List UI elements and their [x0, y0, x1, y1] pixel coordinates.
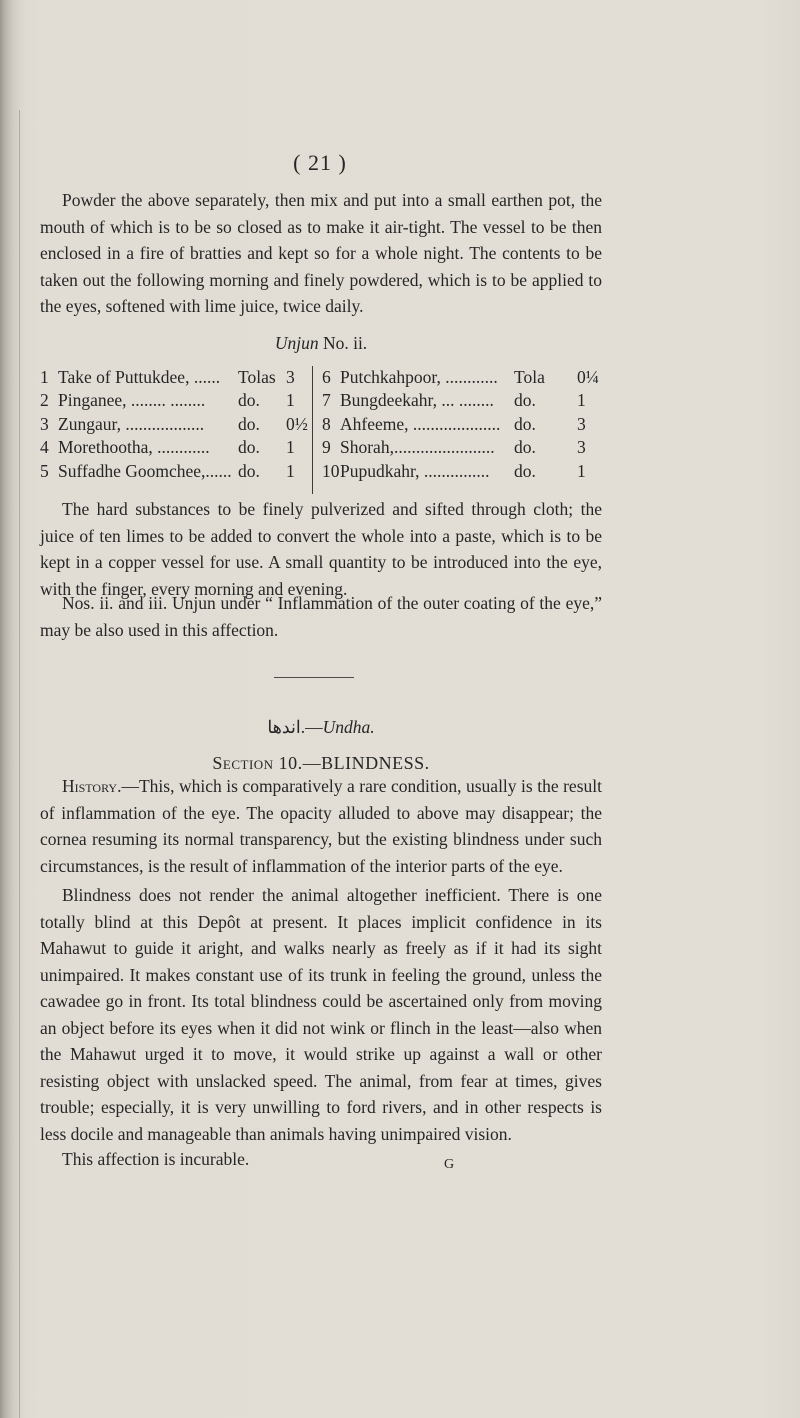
section-divider-rule [274, 677, 354, 678]
ingredient-unit: do. [238, 413, 260, 434]
ingredient-name: Shorah,....................... [340, 437, 495, 458]
page-binding-shadow [0, 0, 26, 1418]
ingredient-name: Suffadhe Goomchee,...... [58, 460, 232, 481]
ingredient-quantity: 1 [577, 390, 586, 411]
item-number: 5 [40, 460, 49, 481]
ingredient-unit: do. [514, 390, 536, 411]
ingredient-quantity: 3 [577, 413, 586, 434]
ingredient-name: Bungdeekahr, ... ........ [340, 390, 494, 411]
native-term-separator: .— [300, 717, 323, 737]
ingredient-name: Zungaur, .................. [58, 413, 205, 434]
recipe-row [40, 389, 316, 412]
native-term-script: اندها [267, 717, 301, 737]
item-number: 8 [322, 413, 331, 434]
ingredient-name: Ahfeeme, .................... [340, 413, 501, 434]
ingredient-unit: Tolas [238, 367, 276, 387]
ingredient-quantity: 1 [286, 390, 295, 411]
recipe-row [322, 366, 602, 389]
ingredient-unit: do. [514, 460, 536, 481]
ingredient-quantity: 0½ [286, 413, 308, 434]
signature-mark: G [444, 1157, 455, 1172]
recipe-row [40, 460, 316, 483]
ingredient-quantity: 1 [577, 460, 586, 481]
item-number: 4 [40, 437, 49, 458]
recipe-table [40, 366, 602, 496]
recipe-title [40, 333, 602, 354]
ingredient-quantity: 3 [577, 437, 586, 458]
history-label: History. [62, 776, 122, 796]
recipe-title-number: No. ii. [318, 333, 368, 353]
ingredient-quantity: 1 [286, 460, 295, 481]
ingredient-name: Putchkahpoor, ............ [340, 367, 498, 387]
ingredient-unit: do. [238, 390, 260, 411]
recipe-row [40, 436, 316, 459]
history-paragraph [40, 773, 602, 879]
ingredient-quantity: 1 [286, 437, 295, 458]
recipe-row [322, 436, 602, 459]
ingredient-unit: do. [514, 437, 536, 458]
recipe-row [322, 413, 602, 436]
recipe-column-right [322, 366, 602, 483]
ingredient-name: Pupudkahr, ............... [340, 460, 490, 481]
item-number: 2 [40, 390, 49, 411]
blindness-paragraph: Blindness does not render the animal altogether inefficient. There is one totally blind at this Depôt at present. It places implicit confidence in its Mahawut to guide it aright, and walks nearly as freely as if it had its sight unimpaired. It makes constant use of its trunk in feeling the ground, unless the cawadee go in front. Its total blindness could be ascertained only from moving an object before its eyes when it did not wink or flinch in the least—also when the Mahawut urged it to move, it would strike up against a wall or other resisting object with unslacked speed. The animal, from fear at times, gives trouble; especially, it is very unwilling to ford rivers, and in other respects is less docile and manageable than animals having unimpaired vision. [40, 885, 602, 1144]
recipe-title-italic: Unjun [274, 333, 319, 353]
ingredient-unit: do. [238, 437, 260, 458]
preparation-paragraph: The hard substances to be finely pulverized and sifted through cloth; the juice of ten limes to be added to convert the whole into a paste, which is to be kept in a copper vessel for use. A small quantity to be introduced into the eye, with the finger, every morning and evening. [40, 499, 602, 599]
section-title: Section 10.—BLINDNESS. [212, 753, 430, 773]
page-number: ( 21 ) [293, 150, 347, 175]
ingredient-unit: do. [238, 460, 260, 481]
column-divider [312, 366, 313, 494]
page-edge-line [19, 110, 20, 1418]
ingredient-unit: do. [514, 413, 536, 434]
ingredient-name: Take of Puttukdee, ...... [58, 367, 221, 387]
item-number: 9 [322, 437, 331, 458]
item-number: 3 [40, 413, 49, 434]
history-text: —This, which is comparatively a rare condition, usually is the result of inflammation of the eye. The opacity alluded to above may disappear; the cornea resuming its normal transparency, but the existing blindness under such circumstances, is the result of inflammation of the interior parts of the eye. [40, 776, 602, 876]
incurable-paragraph: This affection is incurable. [62, 1149, 250, 1169]
native-term-heading [40, 717, 602, 738]
native-term-transliteration: Undha. [322, 717, 375, 737]
intro-paragraph: Powder the above separately, then mix and put into a small earthen pot, the mouth of which is to be so closed as to make it air-tight. The vessel to be then enclosed in a fire of bratties and kept so for a whole night. The contents to be taken out the following morning and finely powdered, which is to be applied to the eyes, softened with lime juice, twice daily. [40, 190, 602, 316]
recipe-row [322, 389, 602, 412]
recipe-row [40, 366, 316, 389]
ingredient-name: Morethootha, ............ [58, 437, 210, 458]
item-number: 10 [322, 460, 340, 481]
ingredient-unit: Tola [514, 367, 545, 387]
ingredient-quantity: 0¼ [577, 367, 599, 387]
cross-reference-paragraph: Nos. ii. and iii. Unjun under “ Inflammation of the outer coating of the eye,” may be also used in this affection. [40, 593, 602, 640]
recipe-row [40, 413, 316, 436]
ingredient-quantity: 3 [286, 367, 295, 387]
item-number: 6 [322, 367, 331, 387]
item-number: 1 [40, 367, 49, 387]
ingredient-name: Pinganee, ........ ........ [58, 390, 206, 411]
recipe-row [322, 460, 602, 483]
item-number: 7 [322, 390, 331, 411]
recipe-column-left [40, 366, 316, 483]
